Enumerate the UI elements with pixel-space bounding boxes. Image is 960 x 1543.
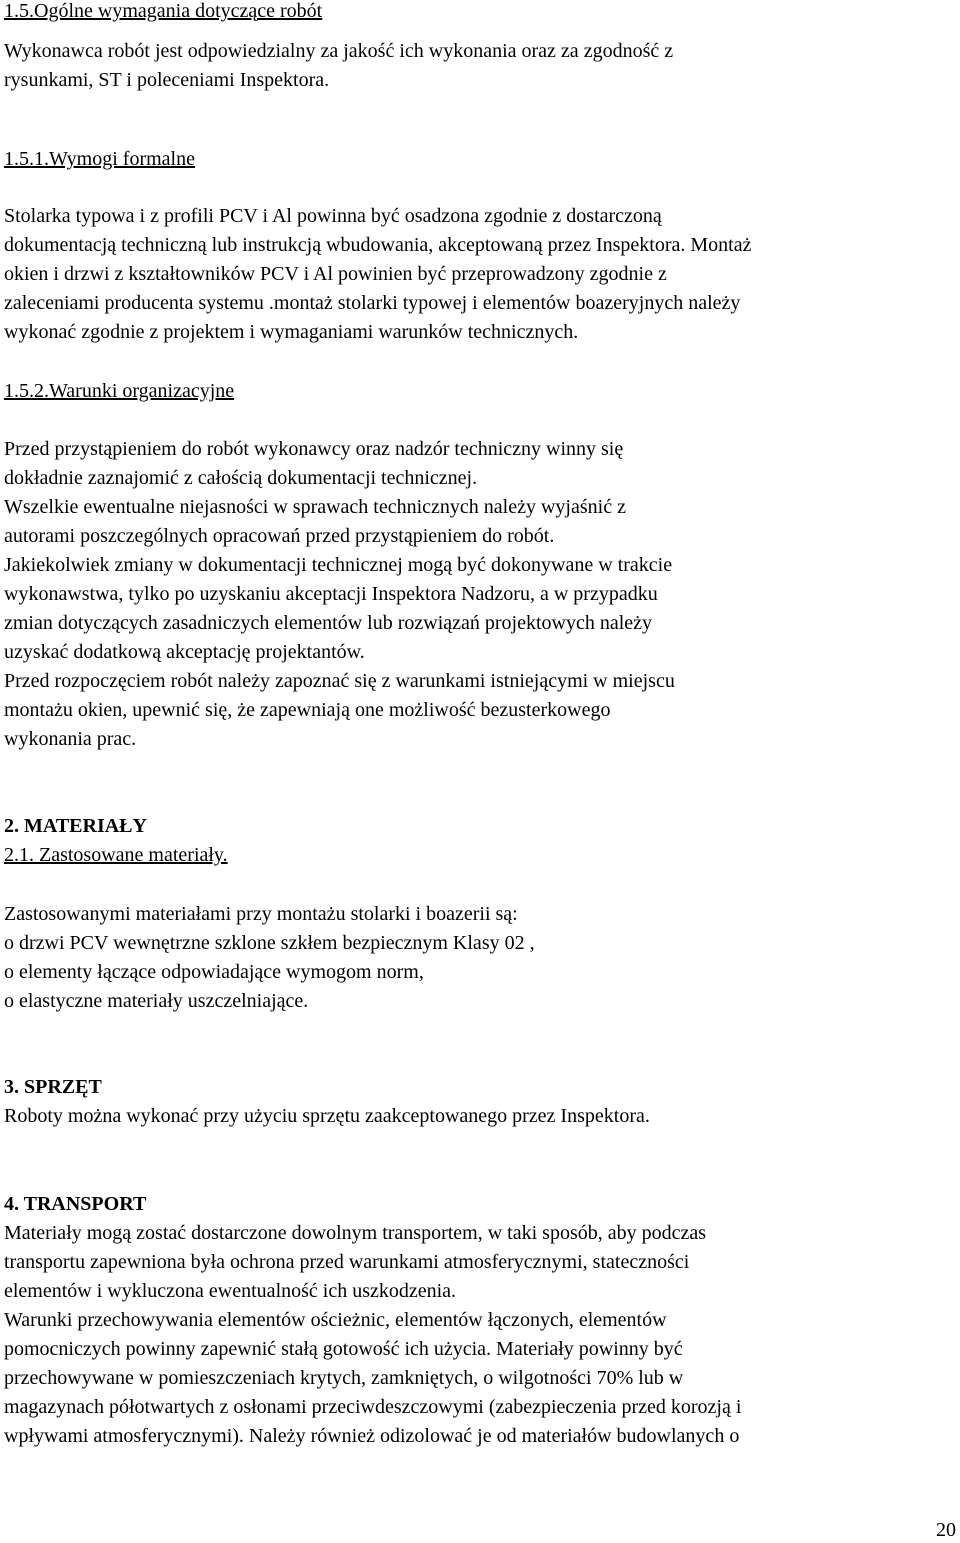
paragraph-line: Zastosowanymi materiałami przy montażu stolarki i boazerii są: — [4, 903, 518, 925]
paragraph-line: Przed rozpoczęciem robót należy zapoznać się z warunkami istniejącymi w miejscu — [4, 670, 675, 692]
paragraph-line: montażu okien, upewnić się, że zapewniają one możliwość bezusterkowego — [4, 699, 611, 721]
paragraph-line: autorami poszczególnych opracowań przed przystąpieniem do robót. — [4, 525, 555, 547]
section-heading: 4. TRANSPORT — [4, 1193, 147, 1215]
paragraph-line: okien i drzwi z kształtowników PCV i Al powinien być przeprowadzony zgodnie z — [4, 263, 667, 285]
paragraph-line: magazynach półotwartych z osłonami przeciwdeszczowymi (zabezpieczenia przed korozją i — [4, 1396, 742, 1418]
list-item: o elastyczne materiały uszczelniające. — [4, 990, 309, 1012]
section-heading: 1.5.1.Wymogi formalne — [4, 148, 195, 170]
section-1-5-2-heading — [4, 377, 954, 406]
section-subheading: 2.1. Zastosowane materiały. — [4, 844, 228, 866]
section-3 — [4, 1073, 954, 1131]
paragraph-line: zaleceniami producenta systemu .montaż stolarki typowej i elementów boazeryjnych należy — [4, 292, 741, 314]
section-2-body — [4, 900, 954, 1016]
section-1-5-2-body — [4, 435, 954, 754]
paragraph-line: elementów i wykluczona ewentualność ich uszkodzenia. — [4, 1280, 457, 1302]
paragraph-line: przechowywane w pomieszczeniach krytych, zamkniętych, o wilgotności 70% lub w — [4, 1367, 684, 1389]
section-1-5-body — [4, 37, 954, 95]
section-heading: 1.5.Ogólne wymagania dotyczące robót — [4, 0, 323, 22]
list-item: o elementy łączące odpowiadające wymogom norm, — [4, 961, 424, 983]
paragraph-line: transportu zapewniona była ochrona przed warunkami atmosferycznymi, stateczności — [4, 1251, 690, 1273]
section-heading: 1.5.2.Warunki organizacyjne — [4, 380, 235, 402]
section-1-5-1-body — [4, 202, 954, 347]
paragraph-line: wykonawstwa, tylko po uzyskaniu akceptacji Inspektora Nadzoru, a w przypadku — [4, 583, 658, 605]
page-number: 20 — [936, 1519, 956, 1541]
paragraph-line: Jakiekolwiek zmiany w dokumentacji technicznej mogą być dokonywane w trakcie — [4, 554, 673, 576]
paragraph-line: Stolarka typowa i z profili PCV i Al powinna być osadzona zgodnie z dostarczoną — [4, 205, 662, 227]
paragraph-line: Wykonawca robót jest odpowiedzialny za jakość ich wykonania oraz za zgodność z — [4, 40, 674, 62]
section-1-5-heading — [4, 0, 954, 26]
section-heading: 2. MATERIAŁY — [4, 815, 147, 837]
paragraph-line: dokładnie zaznajomić z całością dokumentacji technicznej. — [4, 467, 478, 489]
paragraph-line: rysunkami, ST i poleceniami Inspektora. — [4, 69, 330, 91]
paragraph-line: Materiały mogą zostać dostarczone dowolnym transportem, w taki sposób, aby podczas — [4, 1222, 707, 1244]
section-1-5-1-heading — [4, 145, 954, 174]
paragraph-line: Roboty można wykonać przy użyciu sprzętu zaakceptowanego przez Inspektora. — [4, 1105, 650, 1127]
paragraph-line: wykonania prac. — [4, 728, 137, 750]
section-4 — [4, 1190, 954, 1451]
paragraph-line: uzyskać dodatkową akceptację projektantów. — [4, 641, 365, 663]
paragraph-line: Wszelkie ewentualne niejasności w sprawach technicznych należy wyjaśnić z — [4, 496, 626, 518]
list-item: o drzwi PCV wewnętrzne szklone szkłem bezpiecznym Klasy 02 , — [4, 932, 535, 954]
section-2-heading — [4, 812, 954, 870]
paragraph-line: pomocniczych powinny zapewnić stałą gotowość ich użycia. Materiały powinny być — [4, 1338, 683, 1360]
paragraph-line: dokumentacją techniczną lub instrukcją wbudowania, akceptowaną przez Inspektora. Montaż — [4, 234, 752, 256]
section-heading: 3. SPRZĘT — [4, 1076, 102, 1098]
paragraph-line: wykonać zgodnie z projektem i wymaganiami warunków technicznych. — [4, 321, 579, 343]
paragraph-line: Przed przystąpieniem do robót wykonawcy oraz nadzór techniczny winny się — [4, 438, 624, 460]
paragraph-line: Warunki przechowywania elementów ościeżnic, elementów łączonych, elementów — [4, 1309, 667, 1331]
paragraph-line: wpływami atmosferycznymi). Należy również odizolować je od materiałów budowlanych o — [4, 1425, 740, 1447]
paragraph-line: zmian dotyczących zasadniczych elementów lub rozwiązań projektowych należy — [4, 612, 653, 634]
